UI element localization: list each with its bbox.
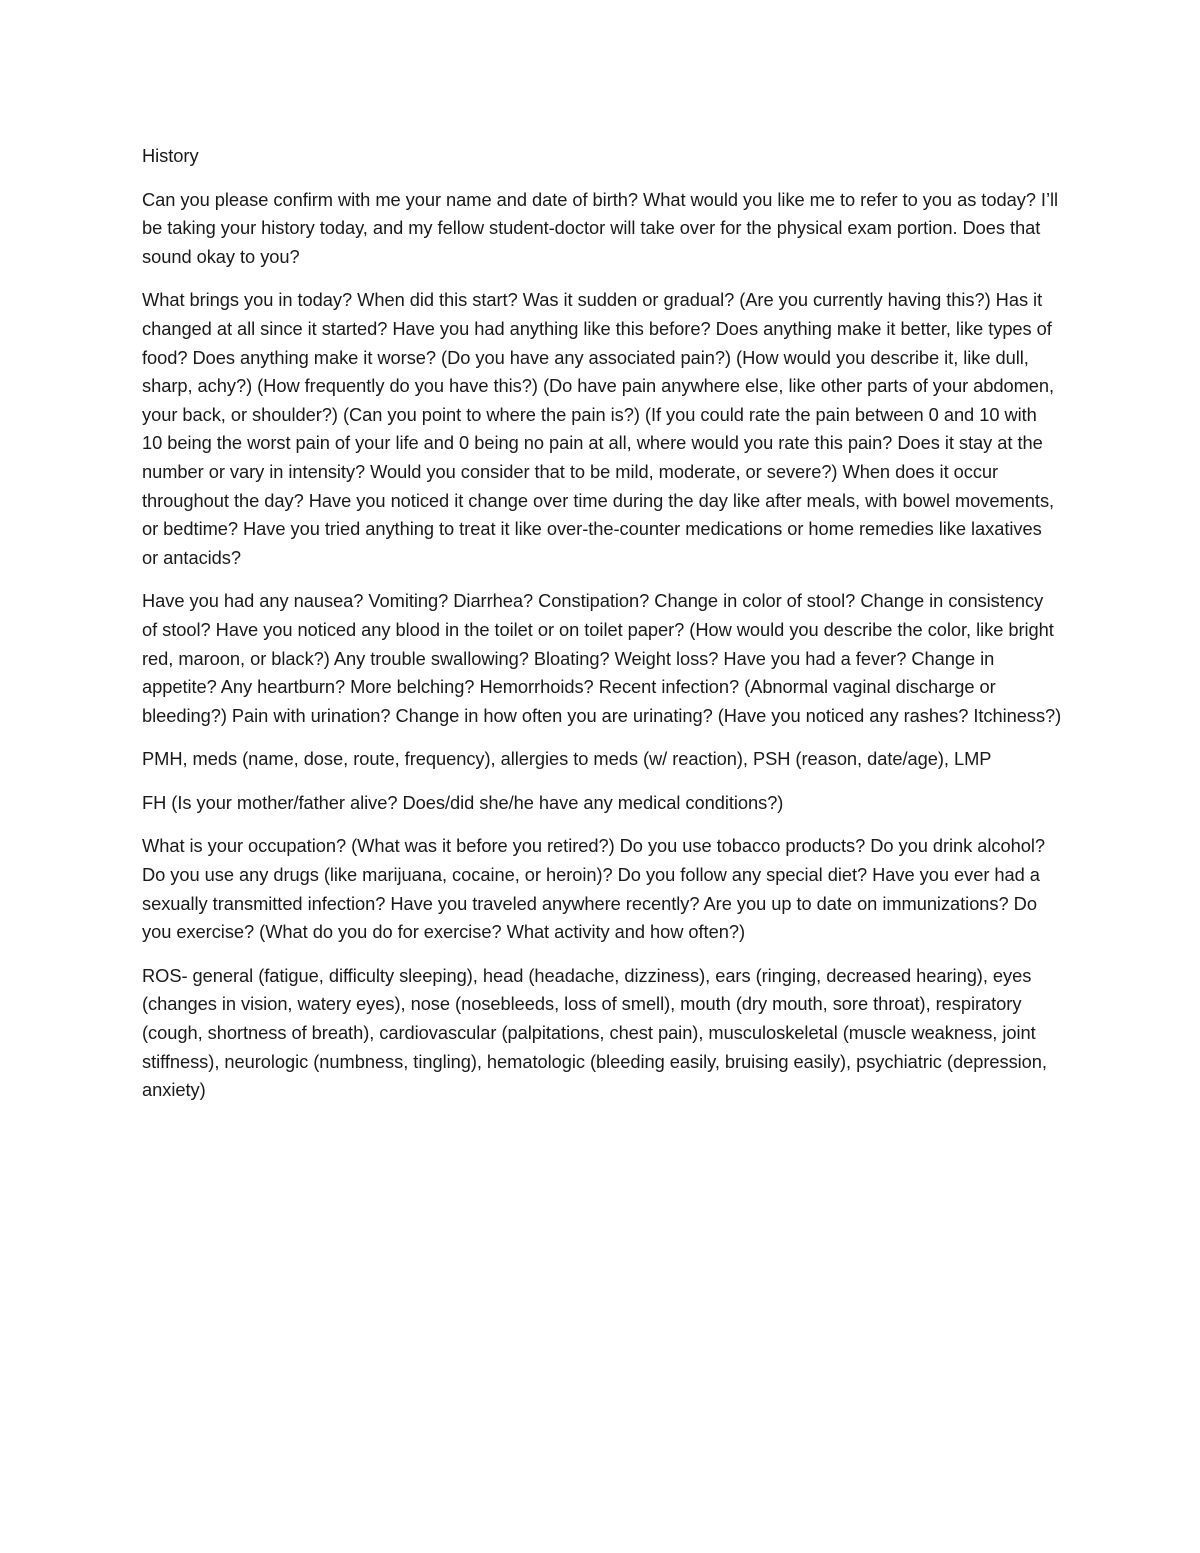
paragraph-chief-complaint: What brings you in today? When did this start? Was it sudden or gradual? (Are you currently having this?) Has it changed at all since it started? Have you had anything like this before? Does anything make it better, like types of food? Does anything make it worse? (Do you have any associated pain?) (How would you describe it, like dull, sharp, achy?) (How frequently do you have this?) (Do have pain anywhere else, like other parts of your abdomen, your back, or shoulder?) (Can you point to where the pain is?) (If you could rate the pain between 0 and 10 with 10 being the worst pain of your life and 0 being no pain at all, where would you rate this pain? Does it stay at the number or vary in intensity? Would you consider that to be mild, moderate, or severe?) When does it occur throughout the day? Have you noticed it change over time during the day like after meals, with bowel movements, or bedtime? Have you tried anything to treat it like over-the-counter medications or home remedies like laxatives or antacids? <box>142 289 1055 568</box>
paragraph-family-history: FH (Is your mother/father alive? Does/did she/he have any medical conditions?) <box>142 791 784 813</box>
paragraph-introduction: Can you please confirm with me your name and date of birth? What would you like me to refer to you as today? I’ll be taking your history today, and my fellow student-doctor will take over for the physical exam portion. Does that sound okay to you? <box>142 188 1058 267</box>
document-title: History <box>142 145 199 166</box>
paragraph-social-history: What is your occupation? (What was it before you retired?) Do you use tobacco products? Do you drink alcohol? Do you use any drugs (like marijuana, cocaine, or heroin)? Do you follow any special diet? Have you ever had a sexually transmitted infection? Have you traveled anywhere recently? Are you up to date on immunizations? Do you exercise? (What do you do for exercise? What activity and how often?) <box>142 835 1045 943</box>
paragraph-pmh: PMH, meds (name, dose, route, frequency), allergies to meds (w/ reaction), PSH (reason, date/age), LMP <box>142 748 992 770</box>
document-body <box>142 142 1062 1120</box>
paragraph-review-of-systems: ROS- general (fatigue, difficulty sleeping), head (headache, dizziness), ears (ringing, decreased hearing), eyes (changes in vision, watery eyes), nose (nosebleeds, loss of smell), mouth (dry mouth, sore throat), respiratory (cough, shortness of breath), cardiovascular (palpitations, chest pain), musculoskeletal (muscle weakness, joint stiffness), neurologic (numbness, tingling), hematologic (bleeding easily, bruising easily), psychiatric (depression, anxiety) <box>142 964 1047 1101</box>
paragraph-associated-symptoms: Have you had any nausea? Vomiting? Diarrhea? Constipation? Change in color of stool? Change in consistency of stool? Have you noticed any blood in the toilet or on toilet paper? (How would you describe the color, like bright red, maroon, or black?) Any trouble swallowing? Bloating? Weight loss? Have you had a fever? Change in appetite? Any heartburn? More belching? Hemorrhoids? Recent infection? (Abnormal vaginal discharge or bleeding?) Pain with urination? Change in how often you are urinating? (Have you noticed any rashes? Itchiness?) <box>142 590 1062 726</box>
